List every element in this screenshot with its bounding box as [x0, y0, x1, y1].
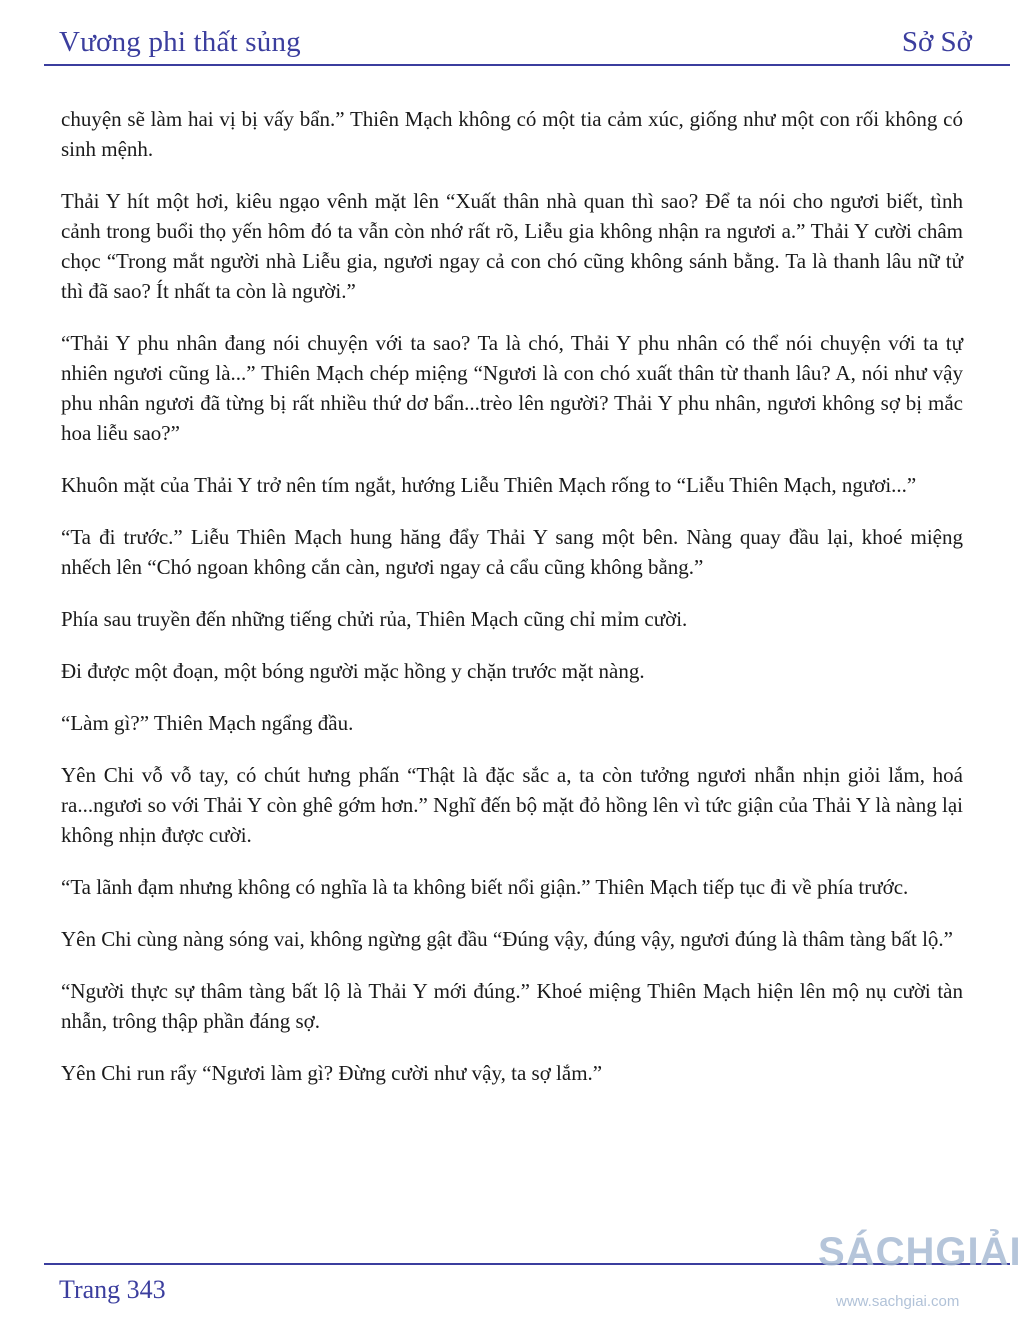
book-title: Vương phi thất sủng [59, 26, 301, 58]
paragraph: “Người thực sự thâm tàng bất lộ là Thải Y mới đúng.” Khoé miệng Thiên Mạch hiện lên mộ nụ cười tàn nhẫn, trông thập phần đáng sợ. [61, 979, 963, 1033]
paragraph: chuyện sẽ làm hai vị bị vấy bẩn.” Thiên Mạch không có một tia cảm xúc, giống như một con rối không có sinh mệnh. [61, 107, 963, 161]
header-divider [44, 64, 1010, 66]
page-header [59, 26, 972, 64]
paragraph: “Thải Y phu nhân đang nói chuyện với ta sao? Ta là chó, Thải Y phu nhân có thể nói chuyện với ta tự nhiên ngươi cũng là...” Thiên Mạch chép miệng “Ngươi là con chó xuất thân từ thanh lâu? A, nói như vậy phu nhân ngươi đã từng bị rất nhiều thứ dơ bẩn...trèo lên người? Thải Y phu nhân, ngươi không sợ bị mắc hoa liễu sao?” [61, 331, 963, 445]
paragraph: Khuôn mặt của Thải Y trở nên tím ngắt, hướng Liễu Thiên Mạch rống to “Liễu Thiên Mạch, ngươi...” [61, 473, 917, 497]
paragraph: “Ta lãnh đạm nhưng không có nghĩa là ta không biết nổi giận.” Thiên Mạch tiếp tục đi về phía trước. [61, 875, 909, 899]
watermark-logo [818, 1222, 1024, 1322]
page-number: Trang 343 [59, 1275, 166, 1304]
paragraph: Phía sau truyền đến những tiếng chửi rủa, Thiên Mạch cũng chỉ mỉm cười. [61, 607, 688, 631]
page-body [61, 104, 963, 1110]
watermark-url: www.sachgiai.com [836, 1293, 960, 1310]
paragraph: Đi được một đoạn, một bóng người mặc hồng y chặn trước mặt nàng. [61, 659, 645, 683]
paragraph: Thải Y hít một hơi, kiêu ngạo vênh mặt lên “Xuất thân nhà quan thì sao? Để ta nói cho ngươi biết, tình cảnh trong buổi thọ yến hôm đó ta vẫn còn nhớ rất rõ, Liễu gia không nhận ra ngươi a.” Thải Y cười châm chọc “Trong mắt người nhà Liễu gia, ngươi ngay cả con chó cũng không sánh bằng. Ta là thanh lâu nữ tử thì đã sao? Ít nhất ta còn là người.” [61, 189, 963, 303]
watermark-brand: SÁCHGIẢI [818, 1230, 1022, 1274]
paragraph: “Ta đi trước.” Liễu Thiên Mạch hung hăng đẩy Thải Y sang một bên. Nàng quay đầu lại, khoé miệng nhếch lên “Chó ngoan không cắn càn, ngươi ngay cả cẩu cũng không bằng.” [61, 525, 963, 579]
paragraph: Yên Chi vỗ vỗ tay, có chút hưng phấn “Thật là đặc sắc a, ta còn tưởng ngươi nhẫn nhịn giỏi lắm, hoá ra...ngươi so với Thải Y còn ghê gớm hơn.” Nghĩ đến bộ mặt đỏ hồng lên vì tức giận của Thải Y là nàng lại không nhịn được cười. [61, 763, 963, 847]
paragraph: “Làm gì?” Thiên Mạch ngẩng đầu. [61, 711, 354, 735]
paragraph: Yên Chi run rẩy “Ngươi làm gì? Đừng cười như vậy, ta sợ lắm.” [61, 1061, 603, 1085]
book-author: Sở Sở [901, 26, 972, 58]
paragraph: Yên Chi cùng nàng sóng vai, không ngừng gật đầu “Đúng vậy, đúng vậy, ngươi đúng là thâm tàng bất lộ.” [61, 927, 953, 951]
